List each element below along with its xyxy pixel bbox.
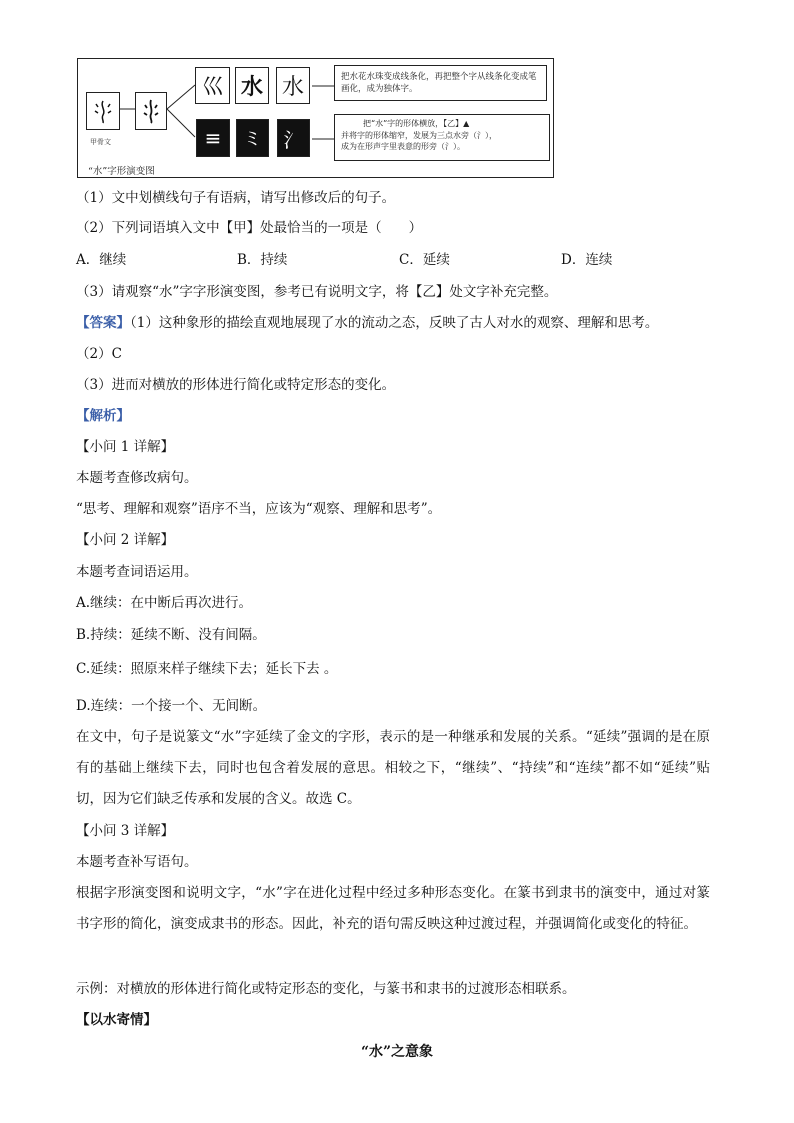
answer-1 <box>76 314 658 332</box>
subquestion-2-option-b: B.持续：延续不断、没有间隔。 <box>76 627 266 643</box>
oracle-water-icon <box>92 98 114 124</box>
radical-stage-2-glyph: ミ <box>236 119 269 157</box>
subquestion-3-line-1: 本题考查补写语句。 <box>76 854 198 870</box>
subquestion-2-paragraph: 在文中，句子是说篆文“水”字延续了金文的字形，表示的是一种继承和发展的关系。“延续”强调的是在原有的基础上继续下去，同时也包含着发展的意思。相较之下，“继续”、“持续”和“连续”都不如“延续”贴切，因为它们缺乏传承和发展的含义。故选 C。 <box>76 729 710 807</box>
subquestion-3-example: 示例：对横放的形体进行简化或特定形态的变化，与篆书和隶书的过渡形态相联系。 <box>76 981 576 997</box>
note-top: 把水花水珠变成线条化，再把整个字从线条化变成笔画化，成为独体字。 <box>334 65 547 101</box>
analysis-tag: 【解析】 <box>76 408 130 424</box>
note-bottom-line-3: 成为在形声字里表意的形旁（氵）。 <box>341 142 465 151</box>
radical-stage-3-glyph: 氵 <box>277 119 310 157</box>
question-2-options <box>76 251 710 269</box>
question-2: （2）下列词语填入文中【甲】处最恰当的一项是（ ） <box>76 220 423 236</box>
subquestion-2-option-a: A.继续：在中断后再次进行。 <box>76 595 253 611</box>
note-bottom-line-2: 并将字的形体缩窄，发展为三点水旁（氵）， <box>341 130 497 140</box>
water-character-evolution-diagram <box>77 58 554 178</box>
oracle-bone-glyph <box>86 92 120 130</box>
section-title: “水”之意象 <box>360 1044 434 1060</box>
subquestion-1-heading: 【小问 1 详解】 <box>76 439 175 455</box>
subquestion-1-line-1: 本题考查修改病句。 <box>76 470 198 486</box>
answer-1-text: （1）这种象形的描绘直观地展现了水的流动之态，反映了古人对水的观察、理解和思考。 <box>130 315 659 331</box>
subquestion-2-option-d: D.连续：一个接一个、无间断。 <box>76 698 267 714</box>
question-3: （3）请观察“水”字字形演变图，参考已有说明文字，将【乙】处文字补充完整。 <box>76 284 558 300</box>
answer-tag: 【答案】 <box>76 315 130 331</box>
subquestion-3-paragraph: 根据字形演变图和说明文字，“水”字在进化过程中经过多种形态变化。在篆书到隶书的演变中，通过对篆书字形的简化，演变成隶书的形态。因此，补充的语句需反映这种过渡过程，并强调简化或变化的特征。 <box>76 885 710 932</box>
answer-3: （3）进而对横放的形体进行简化或特定形态的变化。 <box>76 377 396 393</box>
note-bottom-line-1: 把“水”字的形体横放，【乙】▲ <box>363 119 470 128</box>
clerical-script-glyph: 水 <box>235 67 269 104</box>
option-a: A．继续 <box>76 252 127 268</box>
regular-script-glyph: 水 <box>276 67 310 104</box>
option-d: D．连续 <box>561 252 613 268</box>
option-c: C．延续 <box>399 252 450 268</box>
question-1: （1）文中划横线句子有语病，请写出修改后的句子。 <box>76 190 396 206</box>
section-heading: 【以水寄情】 <box>76 1012 157 1028</box>
subquestion-2-heading: 【小问 2 详解】 <box>76 532 175 548</box>
subquestion-3-heading: 【小问 3 详解】 <box>76 823 175 839</box>
seal-script-glyph: 巛 <box>195 67 230 104</box>
bronze-glyph <box>135 92 167 130</box>
option-b: B．持续 <box>237 252 288 268</box>
subquestion-2-option-c: C.延续：照原来样子继续下去；延长下去 。 <box>76 661 338 677</box>
diagram-caption: “水”字形演变图 <box>88 166 155 177</box>
bronze-water-icon <box>140 98 162 124</box>
note-bottom <box>334 114 550 161</box>
answer-2: （2）C <box>76 346 122 362</box>
subquestion-1-line-2: “思考、理解和观察”语序不当，应该为“观察、理解和思考”。 <box>76 501 442 517</box>
radical-stage-1-glyph: ≡ <box>196 119 230 157</box>
oracle-bone-label: 甲骨文 <box>90 138 111 146</box>
subquestion-2-line-1: 本题考查词语运用。 <box>76 564 198 580</box>
